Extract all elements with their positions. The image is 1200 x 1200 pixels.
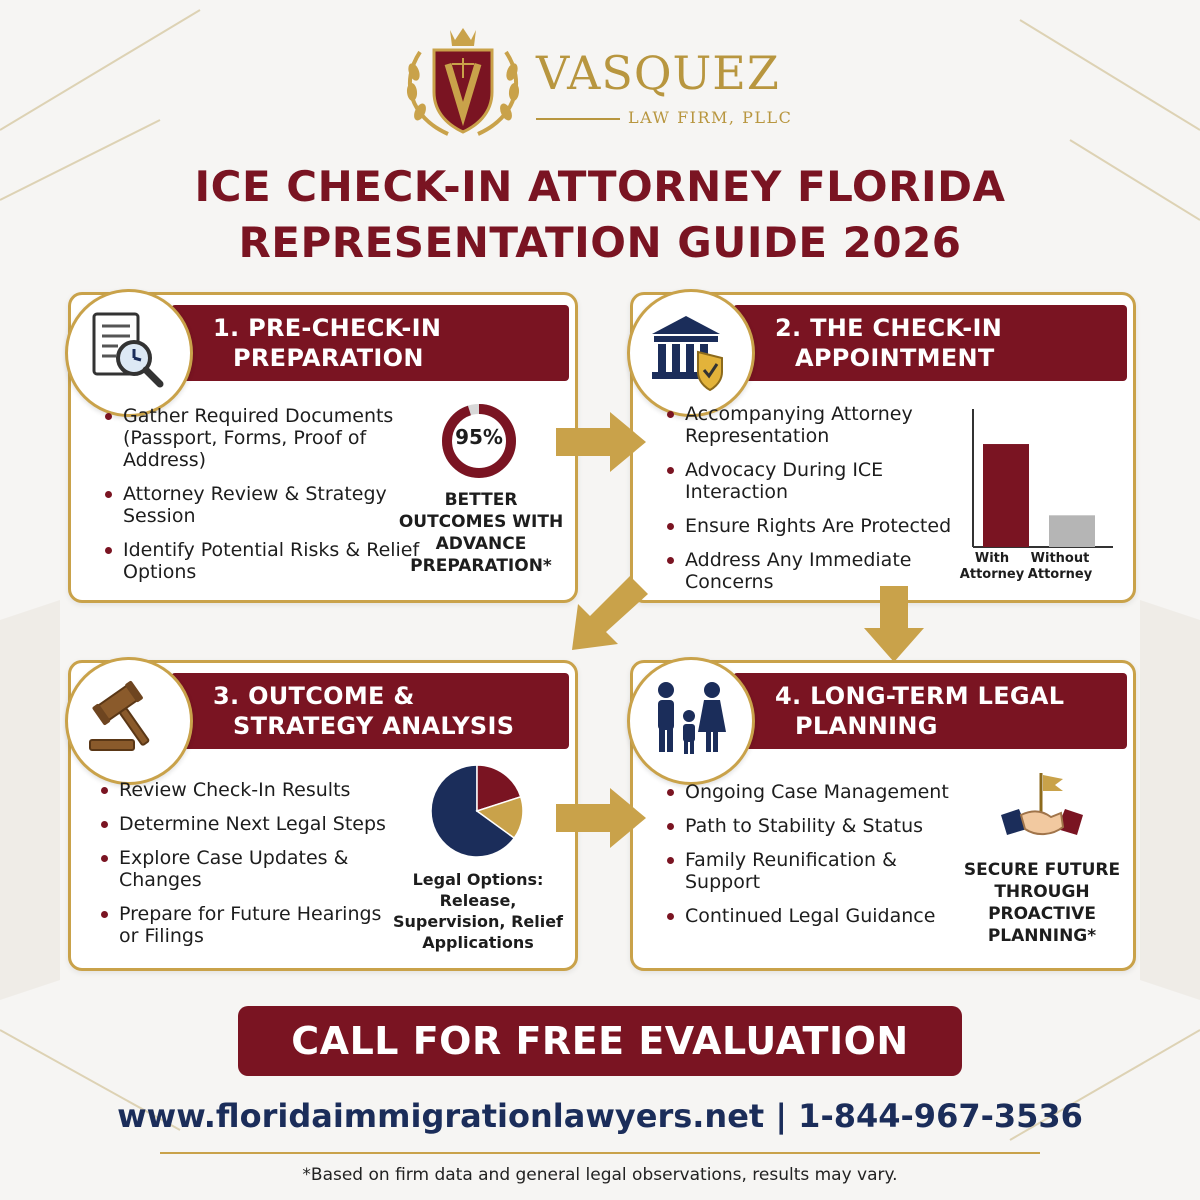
- section-title-line2: PREPARATION: [233, 344, 424, 372]
- planning-caption: SECURE FUTURE THROUGH PROACTIVE PLANNING*: [963, 860, 1121, 946]
- section-title-line2: STRATEGY ANALYSIS: [233, 712, 515, 740]
- list-item: Attorney Review & Strategy Session: [101, 483, 421, 527]
- page-title-line1: ICE CHECK-IN ATTORNEY FLORIDA: [194, 162, 1006, 211]
- list-item: Advocacy During ICE Interaction: [663, 459, 963, 503]
- arrow-down-icon: [862, 586, 926, 664]
- list-item: Path to Stability & Status: [663, 815, 963, 837]
- arrow-right-icon: [556, 786, 648, 850]
- list-item: Explore Case Updates & Changes: [97, 847, 397, 891]
- section-check-in-appointment: [630, 292, 1136, 603]
- bullet-list: [101, 405, 421, 595]
- handshake-flag-icon: [997, 769, 1087, 849]
- pie-caption: Legal Options: Release, Supervision, Relief Applications: [393, 870, 564, 952]
- section-title-line1: 2. THE CHECK-IN: [775, 314, 1003, 342]
- arrow-right-icon: [556, 410, 648, 474]
- family-icon: [646, 676, 732, 762]
- section-banner: [171, 305, 569, 381]
- page-title-line2: REPRESENTATION GUIDE 2026: [238, 218, 962, 267]
- bullet-list: [663, 781, 963, 939]
- list-item: Ongoing Case Management: [663, 781, 963, 803]
- contact-info[interactable]: www.floridaimmigrationlawyers.net | 1-844-967-3536: [117, 1097, 1083, 1135]
- section-title-line1: 3. OUTCOME &: [213, 682, 415, 710]
- brand-rule: [536, 118, 620, 120]
- list-item: Identify Potential Risks & Relief Options: [101, 539, 421, 583]
- brand-name: VASQUEZ: [536, 46, 780, 100]
- crest-icon: [400, 22, 526, 142]
- footnote: *Based on firm data and general legal observations, results may vary.: [302, 1165, 898, 1185]
- footer-rule: [160, 1152, 1040, 1154]
- list-item: Review Check-In Results: [97, 779, 397, 801]
- bar-label-without-attorney: Without Attorney: [1027, 551, 1093, 582]
- arrow-down-left-icon: [568, 574, 652, 654]
- section-banner: [171, 673, 569, 749]
- gavel-icon: [84, 676, 170, 762]
- bullet-list: [663, 403, 963, 605]
- list-item: Prepare for Future Hearings or Filings: [97, 903, 397, 947]
- bar-1: [1049, 515, 1095, 547]
- bar-0: [983, 444, 1029, 547]
- list-item: Determine Next Legal Steps: [97, 813, 397, 835]
- section-title-line1: 1. PRE-CHECK-IN: [213, 314, 442, 342]
- section-banner: [733, 305, 1127, 381]
- free-evaluation-button[interactable]: CALL FOR FREE EVALUATION: [238, 1006, 962, 1076]
- firm-logo: [400, 22, 820, 142]
- list-item: Address Any Immediate Concerns: [663, 549, 963, 593]
- section-title-line1: 4. LONG-TERM LEGAL: [775, 682, 1065, 710]
- legal-options-pie-chart: [427, 761, 527, 861]
- list-item: Family Reunification & Support: [663, 849, 963, 893]
- section-title-line2: PLANNING: [795, 712, 938, 740]
- list-item: Gather Required Documents (Passport, Forms, Proof of Address): [101, 405, 421, 471]
- icon-badge: [627, 657, 755, 785]
- icon-badge: [65, 657, 193, 785]
- bar-label-with-attorney: With Attorney: [959, 551, 1025, 582]
- list-item: Ensure Rights Are Protected: [663, 515, 963, 537]
- list-item: Continued Legal Guidance: [663, 905, 963, 927]
- list-item: Accompanying Attorney Representation: [663, 403, 963, 447]
- section-outcome-strategy: [68, 660, 578, 971]
- section-pre-check-in: [68, 292, 578, 603]
- courthouse-shield-icon: [646, 308, 732, 394]
- document-magnifier-icon: [84, 308, 170, 394]
- section-long-term-planning: [630, 660, 1136, 971]
- section-title-line2: APPOINTMENT: [795, 344, 995, 372]
- icon-badge: [65, 289, 193, 417]
- brand-subtitle: LAW FIRM, PLLC: [628, 108, 793, 127]
- stat-percent: 95%: [455, 425, 503, 449]
- section-banner: [733, 673, 1127, 749]
- stat-caption: BETTER OUTCOMES WITH ADVANCE PREPARATION*: [398, 490, 564, 576]
- icon-badge: [627, 289, 755, 417]
- bullet-list: [97, 779, 397, 959]
